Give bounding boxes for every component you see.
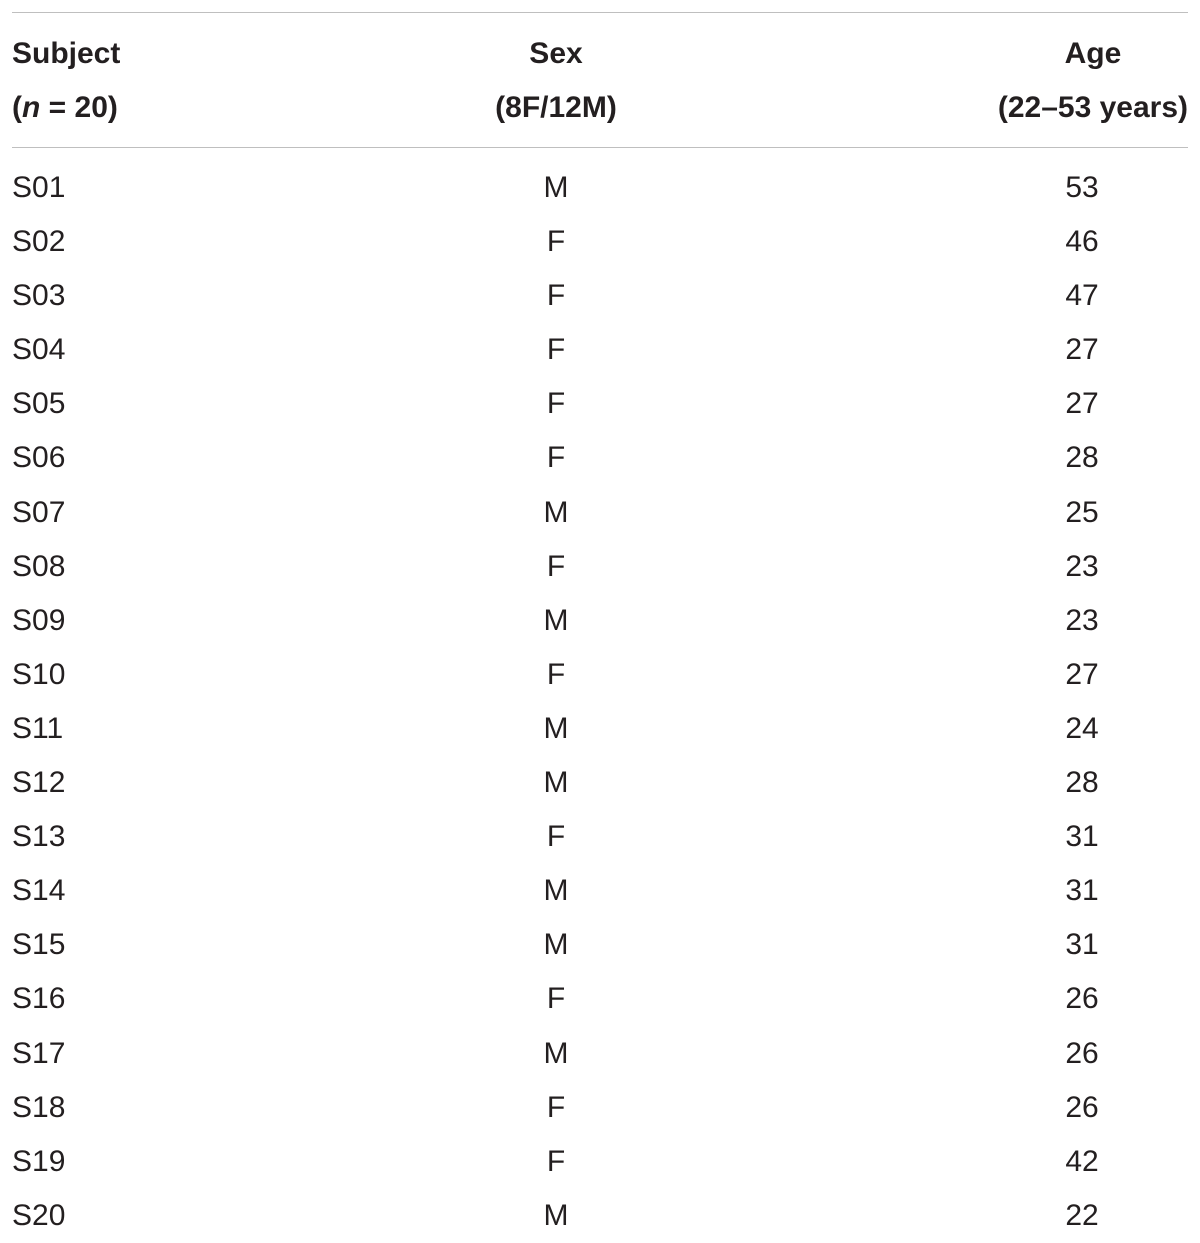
- table-row: [12, 323, 1188, 377]
- header-age: [998, 27, 1188, 135]
- subject-cell: S07: [12, 495, 66, 529]
- age-cell: 23: [1065, 603, 1099, 637]
- sex-cell: F: [546, 387, 566, 421]
- age-cell: 23: [1065, 549, 1099, 583]
- age-cell: 25: [1065, 495, 1099, 529]
- sex-cell: M: [543, 1036, 569, 1070]
- subject-cell: S09: [12, 603, 66, 637]
- table-row: [12, 1135, 1188, 1189]
- age-cell: 31: [1065, 874, 1099, 908]
- sex-cell: F: [546, 982, 566, 1016]
- sex-cell: F: [546, 441, 566, 475]
- age-cell: 42: [1065, 1144, 1099, 1178]
- sex-cell: F: [546, 820, 566, 854]
- age-cell: 46: [1065, 225, 1099, 259]
- age-cell: 28: [1065, 766, 1099, 800]
- subject-cell: S01: [12, 171, 66, 204]
- subject-cell: S16: [12, 982, 66, 1016]
- sex-cell: M: [543, 766, 569, 800]
- age-cell: 27: [1065, 387, 1099, 421]
- age-cell: 31: [1065, 928, 1099, 962]
- age-cell: 22: [1065, 1198, 1099, 1232]
- table-row: [12, 918, 1188, 972]
- age-cell: 27: [1065, 333, 1099, 367]
- header-sex-title: Sex: [529, 37, 583, 70]
- age-cell: 26: [1065, 1090, 1099, 1124]
- table-row: [12, 648, 1188, 702]
- header-sex-breakdown: (8F/12M): [495, 91, 617, 124]
- subject-cell: S11: [12, 711, 64, 745]
- sex-cell: F: [546, 657, 566, 691]
- header-age-title: Age: [1064, 37, 1122, 70]
- sex-cell: M: [543, 1198, 569, 1232]
- sex-cell: M: [543, 495, 569, 529]
- header-subject-count: (n = 20): [12, 91, 118, 124]
- age-cell: 26: [1065, 1036, 1099, 1070]
- subject-cell: S06: [12, 441, 66, 475]
- table-row: [12, 864, 1188, 918]
- table-row: [12, 161, 1188, 215]
- subject-cell: S20: [12, 1198, 66, 1232]
- table-row: [12, 810, 1188, 864]
- table-row: [12, 486, 1188, 540]
- subject-cell: S12: [12, 766, 66, 800]
- subject-cell: S05: [12, 387, 66, 421]
- table-row: [12, 215, 1188, 269]
- table-body: [12, 148, 1188, 1243]
- subject-cell: S13: [12, 820, 66, 854]
- sex-cell: M: [543, 928, 569, 962]
- table-row: [12, 756, 1188, 810]
- header-age-range: (22–53 years): [997, 91, 1188, 124]
- subject-cell: S18: [12, 1090, 66, 1124]
- table-row: [12, 431, 1188, 485]
- sex-cell: M: [543, 603, 569, 637]
- age-cell: 47: [1065, 279, 1099, 313]
- subject-cell: S15: [12, 928, 66, 962]
- sex-cell: F: [546, 1144, 566, 1178]
- subject-cell: S02: [12, 225, 66, 259]
- table-row: [12, 1027, 1188, 1081]
- table-row: [12, 540, 1188, 594]
- subject-cell: S03: [12, 279, 66, 313]
- table-row: [12, 702, 1188, 756]
- subject-cell: S08: [12, 549, 66, 583]
- subject-cell: S14: [12, 874, 66, 908]
- sex-cell: M: [543, 711, 569, 745]
- sex-cell: M: [543, 171, 569, 204]
- sex-cell: F: [546, 1090, 566, 1124]
- subject-cell: S04: [12, 333, 66, 367]
- age-cell: 53: [1065, 171, 1099, 204]
- header-subject: [12, 27, 120, 135]
- subject-cell: S19: [12, 1144, 66, 1178]
- table-header: [12, 13, 1188, 147]
- age-cell: 24: [1065, 711, 1099, 745]
- age-cell: 28: [1065, 441, 1099, 475]
- table-row: [12, 594, 1188, 648]
- age-cell: 31: [1065, 820, 1099, 854]
- table-row: [12, 269, 1188, 323]
- sex-cell: F: [546, 549, 566, 583]
- subject-cell: S10: [12, 657, 66, 691]
- subject-cell: S17: [12, 1036, 66, 1070]
- header-subject-title: Subject: [12, 37, 121, 70]
- sex-cell: M: [543, 874, 569, 908]
- subjects-table: [12, 12, 1188, 1243]
- table-row: [12, 377, 1188, 431]
- table-row: [12, 1189, 1188, 1243]
- sex-cell: F: [546, 279, 566, 313]
- table-row: [12, 1081, 1188, 1135]
- age-cell: 26: [1065, 982, 1099, 1016]
- sex-cell: F: [546, 225, 566, 259]
- table-row: [12, 972, 1188, 1026]
- age-cell: 27: [1065, 657, 1099, 691]
- sex-cell: F: [546, 333, 566, 367]
